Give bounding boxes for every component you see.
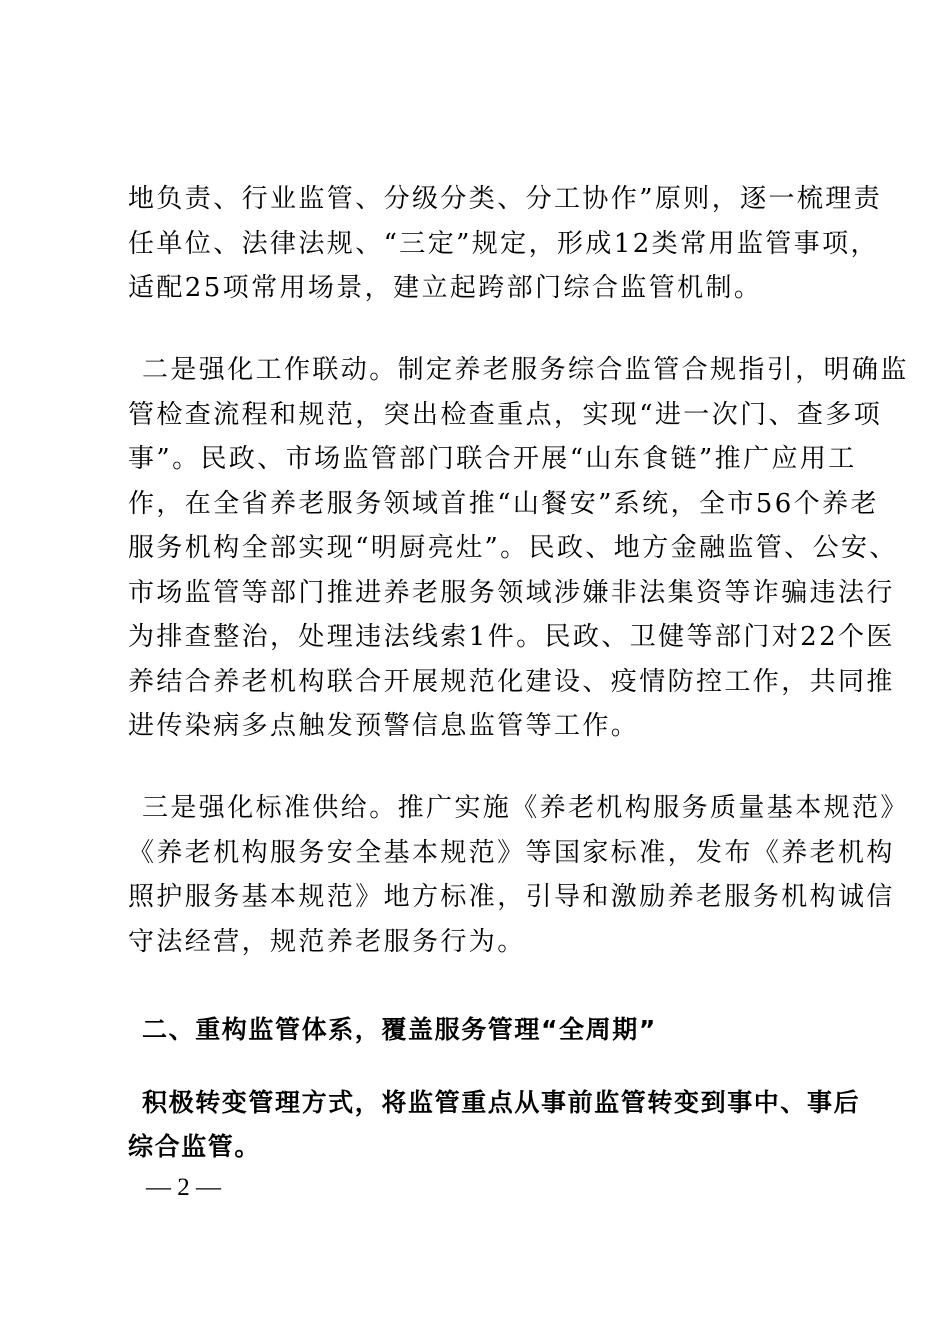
text-line: 适配25项常用场景，建立起跨部门综合监管机制。 <box>128 273 763 303</box>
text-line: 《养老机构服务安全基本规范》等国家标准，发布《养老机构 <box>128 837 895 868</box>
paragraph-responsibility <box>128 177 883 311</box>
text-line: 进传染病多点触发预警信息监管等工作。 <box>128 711 640 741</box>
paragraph-standards <box>128 786 909 964</box>
paragraph-work-linkage <box>128 348 909 749</box>
text-line: 服务机构全部实现“明厨亮灶”。民政、地方金融监管、公安、 <box>128 533 898 563</box>
text-line: 市场监管等部门推进养老服务领域涉嫌非法集资等诈骗违法行 <box>128 577 895 608</box>
section-heading: 二、重构监管体系，覆盖服务管理“全周期” <box>142 1015 657 1044</box>
text-line: 积极转变管理方式，将监管重点从事前监管转变到事中、事后 <box>142 1088 861 1117</box>
text-line: 地负责、行业监管、分级分类、分工协作”原则，逐一梳理责 <box>128 184 883 214</box>
text-line: 作，在全省养老服务领域首推“山餐安”系统，全市56个养老 <box>128 488 879 519</box>
text-line: 二是强化工作联动。制定养老服务综合监管合规指引，明确监 <box>142 355 909 385</box>
text-line: 养结合养老机构联合开展规范化建设、疫情防控工作，共同推 <box>128 666 895 697</box>
text-line: 三是强化标准供给。推广实施《养老机构服务质量基本规范》 <box>142 793 909 823</box>
text-line: 管检查流程和规范，突出检查重点，实现“进一次门、查多项 <box>128 399 883 430</box>
text-line: 事”。民政、市场监管部门联合开展“山东食链”推广应用工 <box>128 444 857 474</box>
text-line: 为排查整治，处理违法线索1件。民政、卫健等部门对22个医 <box>128 622 895 652</box>
bold-paragraph <box>128 1081 860 1169</box>
page-number: — 2 — <box>146 1174 221 1201</box>
text-line: 任单位、法律法规、“三定”规定，形成12类常用监管事项， <box>128 228 879 259</box>
text-line: 照护服务基本规范》地方标准，引导和激励养老服务机构诚信 <box>128 882 895 912</box>
text-line: 守法经营，规范养老服务行为。 <box>128 926 526 957</box>
text-line: 综合监管。 <box>128 1132 262 1161</box>
